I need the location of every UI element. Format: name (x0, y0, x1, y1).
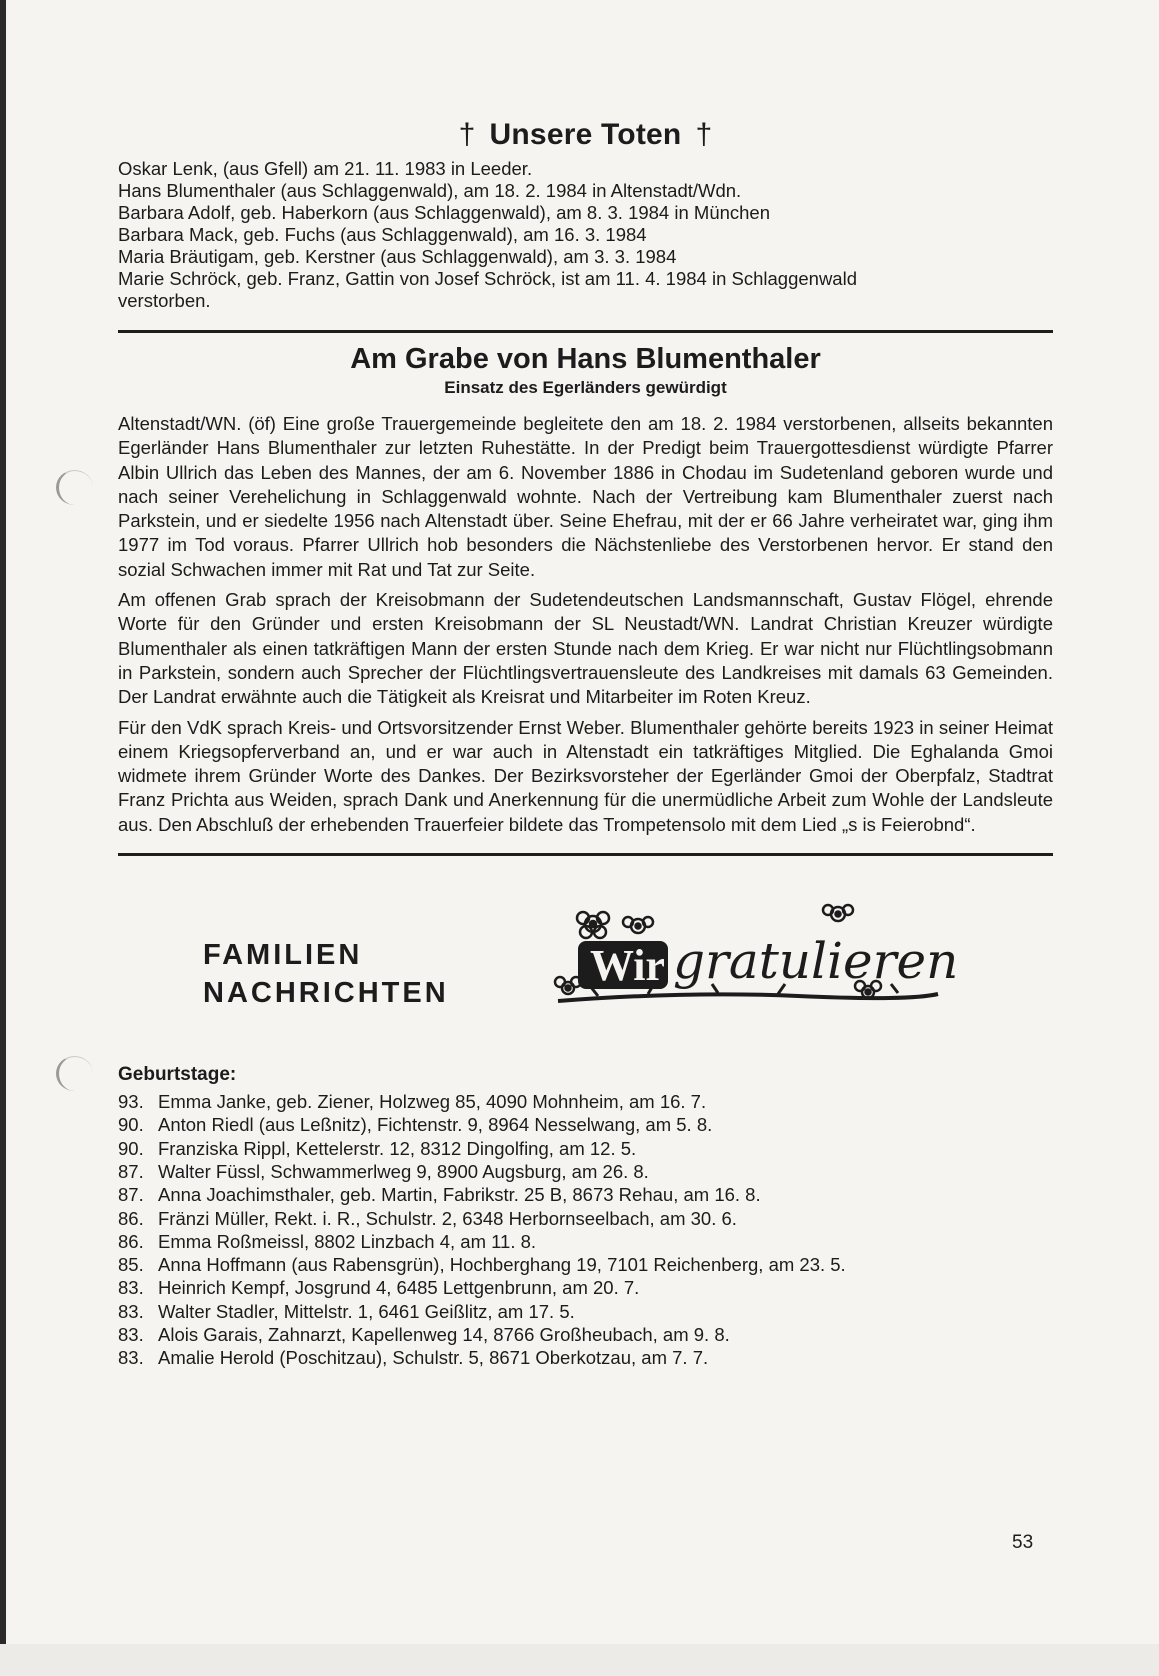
article-paragraph: Am offenen Grab sprach der Kreisobmann der Sudetendeutschen Landsmannschaft, Gustav Flögel, ehrende Worte für den Gründer und ersten Kreisobmann der SL Neustadt/WN. Landrat Christian Kreuzer würdigte Blumenthaler als einen tatkräftigen Mann der ersten Stunde nach dem Krieg. Er war nicht nur Flüchtlingsobmann in Parkstein, sondern auch Sprecher der Flüchtlingsvertrauensleute des Landkreises mit damals 63 Gemeinden. Der Landrat erwähnte auch die Tätigkeit als Kreisrat und Mitarbeiter im Roten Kreuz. (118, 589, 1053, 708)
gratulieren-text: gratulieren (673, 932, 958, 991)
obituary-line: Maria Bräutigam, geb. Kerstner (aus Schlaggenwald), am 3. 3. 1984 (118, 246, 677, 267)
birthday-row (118, 1137, 1053, 1160)
obituaries-title-text: Unsere Toten (489, 118, 682, 151)
obituaries-list (118, 158, 1053, 312)
birthday-row (118, 1160, 1053, 1183)
article-subtitle: Einsatz des Egerländers gewürdigt (444, 378, 727, 397)
family-news-heading (203, 936, 449, 1012)
birthdays-title: Geburtstage: (118, 1064, 237, 1086)
article-title: Am Grabe von Hans Blumenthaler (350, 343, 821, 375)
birthday-age: 83. (118, 1347, 144, 1369)
birthday-age: 83. (118, 1324, 144, 1346)
birthday-text: Anton Riedl (aus Leßnitz), Fichtenstr. 9, 8964 Nesselwang, am 5. 8. (158, 1114, 713, 1136)
birthday-text: Emma Janke, geb. Ziener, Holzweg 85, 4090 Mohnheim, am 16. 7. (158, 1091, 707, 1113)
birthday-text: Fränzi Müller, Rekt. i. R., Schulstr. 2, 6348 Herbornseelbach, am 30. 6. (158, 1207, 737, 1229)
divider (118, 330, 1053, 333)
birthday-text: Walter Füssl, Schwammerlweg 9, 8900 Augsburg, am 26. 8. (158, 1160, 649, 1182)
birthday-row (118, 1183, 1053, 1206)
obituary-line: Hans Blumenthaler (aus Schlaggenwald), am 18. 2. 1984 in Altenstadt/Wdn. (118, 180, 742, 201)
birthday-text: Anna Joachimsthaler, geb. Martin, Fabrikstr. 25 B, 8673 Rehau, am 16. 8. (158, 1184, 761, 1206)
punch-hole (56, 470, 93, 505)
wir-gratulieren-logo (538, 896, 958, 1016)
birthday-age: 83. (118, 1277, 144, 1299)
birthday-text: Walter Stadler, Mittelstr. 1, 6461 Geißlitz, am 17. 5. (158, 1300, 575, 1322)
birthday-row (118, 1276, 1053, 1299)
birthday-age: 90. (118, 1137, 144, 1159)
obituary-line: Barbara Mack, geb. Fuchs (aus Schlaggenwald), am 16. 3. 1984 (118, 224, 647, 245)
birthday-row (118, 1346, 1053, 1369)
obituaries-title (118, 118, 1053, 152)
birthday-age: 93. (118, 1091, 144, 1113)
family-heading-line1: FAMILIEN (203, 939, 363, 972)
page-content (118, 118, 1053, 1370)
scan-bottom-edge (0, 1644, 1159, 1676)
obituary-line: Oskar Lenk, (aus Gfell) am 21. 11. 1983 in Leeder. (118, 158, 533, 179)
birthday-row (118, 1253, 1053, 1276)
birthday-age: 87. (118, 1160, 144, 1182)
birthday-text: Heinrich Kempf, Josgrund 4, 6485 Lettgenbrunn, am 20. 7. (158, 1277, 640, 1299)
obituary-line: verstorben. (118, 290, 211, 311)
birthday-age: 87. (118, 1184, 144, 1206)
birthday-row (118, 1207, 1053, 1230)
article-paragraph: Für den VdK sprach Kreis- und Ortsvorsitzender Ernst Weber. Blumenthaler gehörte bereits 1923 in seiner Heimat einem Kriegsopferverband an, und er war auch in Altenstadt ein tatkräftiges Mitglied. Die Eghalanda Gmoi widmete ihrem Gründer Worte des Dankes. Der Bezirksvorsteher der Egerländer Gmoi der Oberpfalz, Stadtrat Franz Prichta aus Weiden, sprach Dank und Anerkennung für die unermüdliche Arbeit zum Wohle der Landsleute aus. Den Abschluß der erhebenden Trauerfeier bildete das Trompetensolo mit dem Lied „s is Feierobnd“. (118, 716, 1053, 835)
article-paragraph: Altenstadt/WN. (öf) Eine große Trauergemeinde begleitete den am 18. 2. 1984 verstorbenen, allseits bekannten Egerländer Hans Blumenthaler zur letzten Ruhestätte. In der Predigt beim Trauergottesdienst würdigte Pfarrer Albin Ullrich das Leben des Mannes, der am 6. November 1886 in Chodau im Sudetenland geboren wurde und nach seiner Verehelichung in Schlaggenwald wohnte. Nach der Vertreibung kam Blumenthaler zuerst nach Parkstein, und er siedelte 1956 nach Altenstadt über. Seine Ehefrau, mit der er 66 Jahre verheiratet war, ging ihm 1977 im Tod voraus. Pfarrer Ullrich hob besonders die Nächstenliebe des Verstorbenen hervor. Er stand den sozial Schwachen immer mit Rat und Tat zur Seite. (118, 413, 1053, 580)
birthday-age: 86. (118, 1230, 144, 1252)
family-news-header (118, 866, 1053, 1056)
obituary-line: Marie Schröck, geb. Franz, Gattin von Josef Schröck, ist am 11. 4. 1984 in Schlaggenwald (118, 268, 857, 289)
birthday-text: Amalie Herold (Poschitzau), Schulstr. 5, 8671 Oberkotzau, am 7. 7. (158, 1347, 709, 1369)
birthday-text: Emma Roßmeissl, 8802 Linzbach 4, am 11. 8. (158, 1230, 537, 1252)
birthdays-list (118, 1090, 1053, 1370)
birthday-age: 90. (118, 1114, 144, 1136)
divider (118, 853, 1053, 856)
birthday-text: Franziska Rippl, Kettelerstr. 12, 8312 Dingolfing, am 12. 5. (158, 1137, 637, 1159)
birthday-row (118, 1113, 1053, 1136)
birthday-row (118, 1090, 1053, 1113)
birthday-text: Anna Hoffmann (aus Rabensgrün), Hochberghang 19, 7101 Reichenberg, am 23. 5. (158, 1254, 846, 1276)
family-heading-line2: NACHRICHTEN (203, 977, 449, 1010)
birthday-row (118, 1300, 1053, 1323)
wir-text: Wir (590, 941, 665, 991)
birthday-age: 85. (118, 1254, 144, 1276)
page-number: 53 (1012, 1532, 1034, 1553)
cross-icon: † (695, 118, 713, 151)
birthday-text: Alois Garais, Zahnarzt, Kapellenweg 14, 8766 Großheubach, am 9. 8. (158, 1324, 730, 1346)
obituary-line: Barbara Adolf, geb. Haberkorn (aus Schlaggenwald), am 8. 3. 1984 in München (118, 202, 771, 223)
punch-hole (56, 1056, 93, 1091)
birthday-row (118, 1230, 1053, 1253)
birthday-age: 83. (118, 1300, 144, 1322)
cross-icon: † (458, 118, 476, 151)
birthday-row (118, 1323, 1053, 1346)
vine-stroke (558, 994, 938, 1001)
birthday-age: 86. (118, 1207, 144, 1229)
